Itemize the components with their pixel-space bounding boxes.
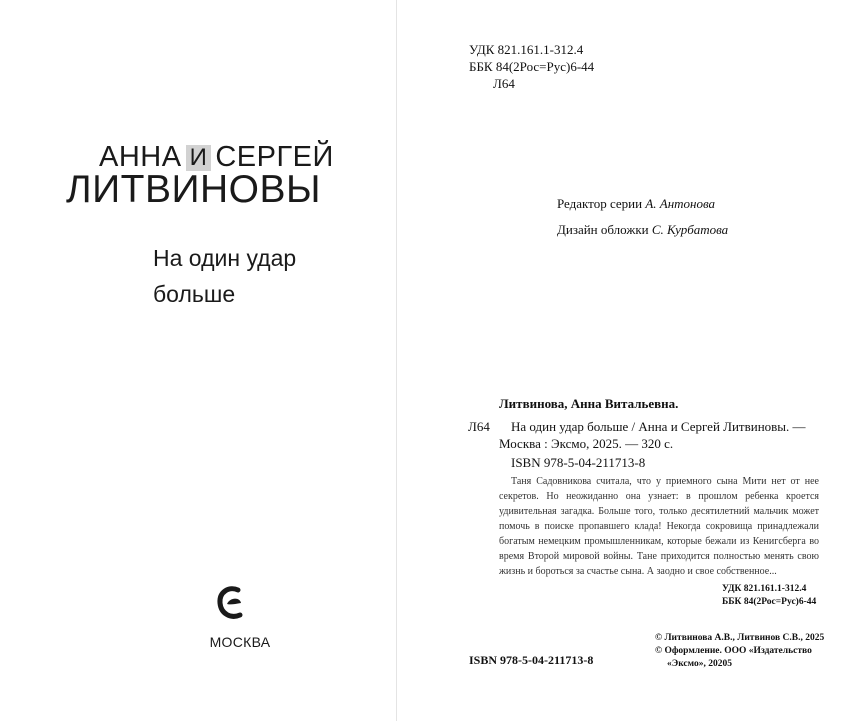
credit-name: А. Антонова bbox=[645, 196, 716, 211]
left-page bbox=[0, 0, 396, 721]
bib-entry bbox=[499, 418, 829, 452]
annotation: Таня Садовникова считала, что у приемного сына Мити нет от нее секретов. Но неожиданно она узнает: в прошлом ребенка кроется удивительная загадка. Больше того, только десятилетний мальчик может помочь в поиске пропавшего клада! Некогда сокровища принадлежали богатым немецким промышленникам, которые бежали из Кенигсберга во время Второй мировой войны. Тане приходится полностью менять свою жизнь и бороться за счастье сына. А заодно и свое собственное... bbox=[499, 476, 819, 577]
udk-code-bottom: УДК 821.161.1-312.4 bbox=[722, 584, 807, 594]
author-conjunction: И bbox=[186, 145, 212, 171]
bbk-code: ББК 84(2Рос=Рус)6-44 bbox=[469, 59, 595, 74]
classification-codes-bottom bbox=[722, 583, 816, 609]
classification-codes-top bbox=[469, 41, 594, 92]
publisher-city: МОСКВА bbox=[209, 634, 271, 650]
copyright-line-1: © Литвинова А.В., Литвинов С.В., 2025 bbox=[655, 633, 825, 643]
author-mark: Л64 bbox=[493, 76, 515, 91]
author-surname: ЛИТВИНОВЫ bbox=[66, 168, 322, 211]
credit-series-editor bbox=[557, 191, 728, 217]
copyright-block bbox=[655, 632, 855, 671]
bib-isbn: ISBN 978-5-04-211713-8 bbox=[511, 455, 646, 470]
isbn-bottom: ISBN 978-5-04-211713-8 bbox=[469, 653, 594, 667]
book-title-line-2: больше bbox=[153, 281, 236, 307]
book-title bbox=[153, 240, 383, 312]
bib-author: Литвинова, Анна Витальевна. bbox=[499, 396, 679, 411]
copyright-line-3: «Эксмо», 20205 bbox=[667, 659, 732, 669]
right-page bbox=[397, 0, 866, 721]
bbk-code-bottom: ББК 84(2Рос=Рус)6-44 bbox=[722, 597, 817, 607]
credit-name: С. Курбатова bbox=[651, 222, 729, 237]
bib-author-mark: Л64 bbox=[468, 419, 490, 434]
credit-label: Редактор серии bbox=[557, 196, 643, 211]
copyright-line-2: © Оформление. ООО «Издательство bbox=[655, 646, 812, 656]
credit-label: Дизайн обложки bbox=[557, 222, 649, 237]
author-first-name-1: АННА bbox=[99, 141, 182, 173]
eksmo-logo-icon bbox=[215, 584, 247, 622]
bib-line-2: Москва : Эксмо, 2025. — 320 с. bbox=[499, 436, 674, 451]
credits bbox=[557, 191, 728, 243]
udk-code: УДК 821.161.1-312.4 bbox=[469, 42, 584, 57]
book-title-line-1: На один удар bbox=[153, 245, 297, 271]
bib-line-1: На один удар больше / Анна и Сергей Литвиновы. — bbox=[511, 419, 806, 434]
credit-cover-design bbox=[557, 217, 728, 243]
author-first-name-2: СЕРГЕЙ bbox=[215, 141, 334, 173]
